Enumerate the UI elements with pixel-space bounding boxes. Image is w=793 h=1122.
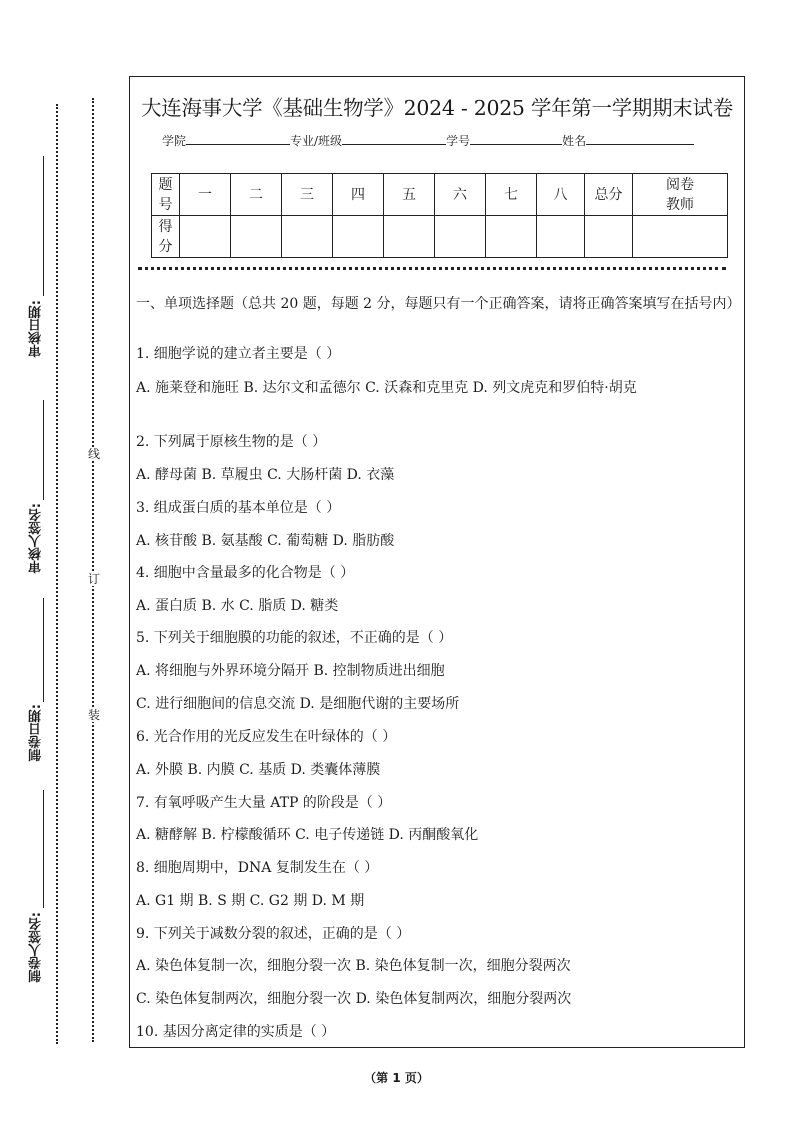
name-label: 姓名	[562, 134, 587, 148]
question-4: 4. 细胞中含量最多的化合物是（ ）	[136, 565, 355, 581]
maker-sign-line	[43, 790, 44, 908]
review-date-label	[29, 300, 45, 357]
question-1-options: A. 施莱登和施旺 B. 达尔文和孟德尔 C. 沃森和克里克 D. 列文虎克和罗伯特·胡克	[136, 380, 637, 396]
score-label-cell	[152, 216, 180, 258]
score-cell-6[interactable]	[435, 216, 486, 258]
question-10: 10. 基因分离定律的实质是（ ）	[136, 1024, 336, 1040]
exam-frame	[129, 76, 745, 1048]
score-table-header-row	[152, 174, 728, 216]
outer-dotted-line	[56, 104, 58, 1044]
make-date-text: 制卷日期:	[29, 704, 44, 762]
binding-char-ding: 订	[87, 572, 100, 586]
student-id-field[interactable]	[470, 133, 562, 145]
make-date-line	[43, 598, 44, 702]
major-field[interactable]	[342, 133, 446, 145]
question-4-options: A. 蛋白质 B. 水 C. 脂质 D. 糖类	[136, 598, 339, 614]
maker-sign-label	[29, 912, 45, 982]
review-date-text: 审核日期:	[29, 300, 44, 358]
section-separator	[138, 267, 726, 270]
score-cell-7[interactable]	[486, 216, 537, 258]
question-1: 1. 细胞学说的建立者主要是（ ）	[136, 346, 341, 362]
binding-dotted-line	[92, 98, 94, 1042]
question-8-options: A. G1 期 B. S 期 C. G2 期 D. M 期	[136, 893, 365, 909]
section1-heading: 一、单项选择题（总共 20 题，每题 2 分，每题只有一个正确答案，请将正确答案填写在括号内）	[136, 296, 741, 312]
score-table-score-row	[152, 216, 728, 258]
question-7: 7. 有氧呼吸产生大量 ATP 的阶段是（ ）	[136, 795, 392, 811]
question-3: 3. 组成蛋白质的基本单位是（ ）	[136, 500, 341, 516]
question-6-options: A. 外膜 B. 内膜 C. 基质 D. 类囊体薄膜	[136, 762, 381, 778]
question-7-options: A. 糖酵解 B. 柠檬酸循环 C. 电子传递链 D. 丙酮酸氧化	[136, 827, 479, 843]
reviewer-sign-line	[43, 400, 44, 500]
score-cell-5[interactable]	[384, 216, 435, 258]
score-cell-3[interactable]	[282, 216, 333, 258]
row2-label: 得分	[158, 218, 173, 255]
reviewer-label: 阅卷教师	[666, 176, 694, 213]
question-9: 9. 下列关于减数分裂的叙述，正确的是（ ）	[136, 926, 411, 942]
row1-label: 题号	[158, 176, 173, 213]
student-info-row	[162, 132, 694, 149]
binding-char-xian: 线	[87, 447, 100, 461]
page-number: （第 1 页）	[364, 1071, 429, 1085]
col-4: 四	[333, 174, 384, 216]
question-3-options: A. 核苷酸 B. 氨基酸 C. 葡萄糖 D. 脂肪酸	[136, 533, 395, 549]
score-cell-total[interactable]	[585, 216, 633, 258]
score-cell-4[interactable]	[333, 216, 384, 258]
reviewer-sign-label	[29, 503, 45, 573]
student-id-label: 学号	[446, 134, 471, 148]
question-2: 2. 下列属于原核生物的是（ ）	[136, 434, 327, 450]
question-5-options-a: A. 将细胞与外界环境分隔开 B. 控制物质进出细胞	[136, 663, 445, 679]
col-total: 总分	[585, 174, 633, 216]
question-8: 8. 细胞周期中，DNA 复制发生在（ ）	[136, 860, 379, 876]
question-2-options: A. 酵母菌 B. 草履虫 C. 大肠杆菌 D. 衣藻	[136, 467, 395, 483]
major-label: 专业/班级	[290, 134, 343, 148]
binding-char-zhuang: 装	[87, 708, 100, 722]
score-table	[151, 173, 728, 258]
college-field[interactable]	[186, 133, 290, 145]
exam-title: 大连海事大学《基础生物学》2024 - 2025 学年第一学期期末试卷	[141, 96, 733, 120]
score-cell-8[interactable]	[537, 216, 585, 258]
college-label: 学院	[162, 134, 187, 148]
col-7: 七	[486, 174, 537, 216]
col-6: 六	[435, 174, 486, 216]
name-field[interactable]	[586, 133, 694, 145]
col-3: 三	[282, 174, 333, 216]
review-date-line	[43, 156, 44, 296]
question-9-options-b: C. 染色体复制两次，细胞分裂一次 D. 染色体复制两次，细胞分裂两次	[136, 991, 572, 1007]
question-5: 5. 下列关于细胞膜的功能的叙述，不正确的是（ ）	[136, 630, 453, 646]
score-cell-2[interactable]	[231, 216, 282, 258]
header-label-cell	[152, 174, 180, 216]
col-1: 一	[180, 174, 231, 216]
col-5: 五	[384, 174, 435, 216]
col-2: 二	[231, 174, 282, 216]
question-5-options-b: C. 进行细胞间的信息交流 D. 是细胞代谢的主要场所	[136, 696, 460, 712]
reviewer-cell	[633, 174, 728, 216]
reviewer-sign-text: 审核人签名:	[29, 503, 44, 574]
maker-sign-text: 制卷人签名:	[29, 912, 44, 983]
score-cell-1[interactable]	[180, 216, 231, 258]
col-8: 八	[537, 174, 585, 216]
score-cell-reviewer[interactable]	[633, 216, 728, 258]
question-6: 6. 光合作用的光反应发生在叶绿体的（ ）	[136, 729, 397, 745]
question-9-options-a: A. 染色体复制一次，细胞分裂一次 B. 染色体复制一次，细胞分裂两次	[136, 958, 571, 974]
make-date-label	[29, 704, 45, 761]
